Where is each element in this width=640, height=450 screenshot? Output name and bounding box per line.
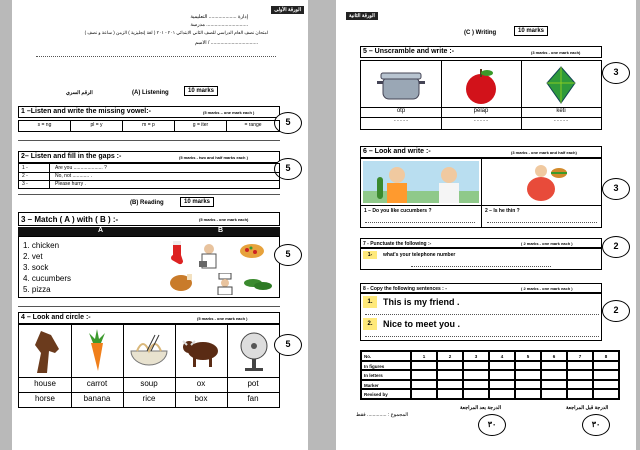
grade-cell[interactable] <box>489 389 515 399</box>
cucumbers-picture <box>243 275 273 293</box>
chicken-picture <box>167 271 195 293</box>
q7-note: ( 2 marks - one mark each ) <box>521 241 573 246</box>
page-one-label: الورقة الأولى <box>271 6 304 14</box>
grade-col-header: 1 <box>411 351 437 361</box>
grade-cell[interactable] <box>541 380 567 390</box>
ox-picture <box>181 333 221 369</box>
q1-score-circle: 5 <box>274 112 302 134</box>
q7-sentence: what's your telephone number <box>383 252 456 258</box>
grade-cell[interactable] <box>567 370 593 380</box>
grade-cell[interactable] <box>515 370 541 380</box>
grade-col-header: 7 <box>567 351 593 361</box>
q7-number: 1- <box>363 251 377 259</box>
grade-cell[interactable] <box>515 361 541 371</box>
exam-page-two <box>336 0 636 450</box>
q2-items-box <box>18 163 280 189</box>
q5-answer-blank[interactable]: - - - - - <box>474 118 488 124</box>
q3-item: 1. chicken <box>23 241 60 250</box>
grade-col-header: 8 <box>593 351 619 361</box>
q3-col-b: B <box>218 227 224 234</box>
exam-line: امتحان نصف العام الدراسي للصف الثاني الابتدائي ٢٠١ - ٢٠١ ( لغة إنجليزية ) الزمن ( ساعة و نصف ) <box>84 30 268 35</box>
q3-match-box <box>18 236 280 298</box>
q5-title-bar <box>360 46 602 58</box>
q7-title-bar <box>360 238 602 248</box>
q4-word[interactable]: horse <box>34 394 55 403</box>
secret-number: الرقم السري <box>66 90 93 96</box>
grade-cell[interactable] <box>515 380 541 390</box>
q1-item: pl = y <box>71 121 123 131</box>
divider <box>18 194 280 195</box>
reading-marks: 10 marks <box>180 197 214 207</box>
q4-word[interactable]: pot <box>247 379 259 388</box>
grade-cell[interactable] <box>411 361 437 371</box>
q5-title: 5 – Unscramble and write :- <box>363 48 455 55</box>
sock-picture <box>169 241 185 265</box>
q5-note: (3 marks - one mark each) <box>531 50 581 55</box>
grade-row-label: Revised by <box>361 389 411 399</box>
q8-sentence-2: Nice to meet you . <box>383 319 461 329</box>
grade-col-header: 2 <box>437 351 463 361</box>
grade-col-header: 3 <box>463 351 489 361</box>
grade-cell[interactable] <box>593 370 619 380</box>
q2-score-circle: 5 <box>274 158 302 180</box>
q1-item: = range <box>244 122 262 128</box>
q5-answer-blank[interactable]: - - - - - <box>394 118 408 124</box>
name-line: الاسم / .................................. <box>194 40 258 46</box>
q2-row-text: Are you ..................... ? <box>55 165 107 171</box>
q5-table <box>360 60 602 130</box>
q2-row-num: 3 - <box>22 181 28 187</box>
score-after-review: ٣٠ <box>478 414 506 436</box>
q8-note: ( 2 marks - one mark each ) <box>521 286 573 291</box>
q3-item: 5. pizza <box>23 285 51 294</box>
q3-score-circle: 5 <box>274 244 302 266</box>
chef-picture <box>215 273 235 295</box>
q3-columns-bar <box>18 227 280 236</box>
q6-question-a: 1 – Do you like cucumbers ? <box>364 208 432 214</box>
q4-title: 4 – Look and circle :- <box>21 314 91 321</box>
grade-cell[interactable] <box>593 361 619 371</box>
q6-col-line <box>481 159 482 227</box>
q7-score-circle: 2 <box>602 236 630 258</box>
grade-cell[interactable] <box>541 389 567 399</box>
admin-line: إدارة .................... التعليمية <box>190 14 248 20</box>
q4-word[interactable]: box <box>194 394 208 403</box>
q6-answer-b-line[interactable] <box>487 222 597 223</box>
q2-row-num: 2 - <box>22 173 28 179</box>
grade-cell[interactable] <box>541 361 567 371</box>
grade-col-header: 4 <box>489 351 515 361</box>
q1-title: 1 –Listen and write the missing vowel:- <box>21 108 151 115</box>
grade-cell[interactable] <box>593 389 619 399</box>
q6-title-bar <box>360 146 602 158</box>
grade-header-no: No. <box>361 351 411 361</box>
apple-picture <box>461 67 501 105</box>
q1-items-row <box>18 120 280 132</box>
q6-question-b: 2 – Is he thin ? <box>485 208 520 214</box>
listening-section-label: (A) Listening <box>132 90 169 96</box>
after-review-label: الدرجة بعد المراجعة <box>460 405 502 411</box>
grade-cell[interactable] <box>411 370 437 380</box>
grade-cell[interactable] <box>437 370 463 380</box>
exam-page-one <box>12 0 308 450</box>
grade-cell[interactable] <box>437 361 463 371</box>
grade-col-header: 5 <box>515 351 541 361</box>
q2-divider <box>49 164 50 188</box>
grade-col-header: 6 <box>541 351 567 361</box>
q3-note: (5 marks - one mark each) <box>199 217 249 222</box>
pizza-picture <box>239 243 265 259</box>
q4-word[interactable]: ox <box>196 379 206 388</box>
q8-title-bar <box>360 283 602 293</box>
q6-note: (3 marks - one mark and half each) <box>511 150 577 155</box>
grade-cell[interactable] <box>411 380 437 390</box>
q4-word[interactable]: house <box>34 379 56 388</box>
grade-cell[interactable] <box>463 361 489 371</box>
q5-scrambled-word: pelap <box>473 108 489 114</box>
q3-item: 4. cucumbers <box>23 274 72 283</box>
q2-row-text: Please hurry . <box>55 181 86 187</box>
divider <box>18 140 280 141</box>
grade-cell[interactable] <box>489 380 515 390</box>
grade-cell[interactable] <box>567 361 593 371</box>
vet-picture <box>197 243 221 271</box>
q4-title-bar <box>18 312 280 324</box>
grade-cell[interactable] <box>567 389 593 399</box>
reading-section-label: (B) Reading <box>130 200 164 206</box>
grade-grid <box>361 351 619 399</box>
q6-answer-a-line[interactable] <box>365 222 475 223</box>
school-line: مدرسة .............................. <box>190 22 248 28</box>
fan-picture <box>237 331 271 373</box>
grade-cell[interactable] <box>411 389 437 399</box>
grade-row-label: In figures <box>361 361 411 371</box>
kite-picture <box>541 65 581 105</box>
q3-col-a: A <box>98 227 104 234</box>
q2-title: 2– Listen and fill in the gaps :- <box>21 153 122 160</box>
q5-scrambled-word: otp <box>396 108 406 114</box>
fat-boy-burger-picture <box>511 163 571 203</box>
grade-cell[interactable] <box>515 389 541 399</box>
q4-word[interactable]: fan <box>247 394 259 403</box>
q8-sentence-1: This is my friend . <box>383 297 460 307</box>
q5-scrambled-word: keti <box>556 108 566 114</box>
writing-section-label: (C ) Writing <box>464 30 497 36</box>
q8-number-1: 1. <box>363 296 377 308</box>
q3-title: 3 – Match ( A ) with ( B ) :- <box>21 215 119 224</box>
grade-cell[interactable] <box>463 370 489 380</box>
noodle-soup-picture <box>129 333 169 371</box>
q1-note: (5 marks – one mark each ) <box>203 110 255 115</box>
q1-item: m = p <box>123 121 175 131</box>
q8-title: 8 - Copy the following sentences : - <box>363 286 447 292</box>
q6-table <box>360 158 602 228</box>
score-before-review: ٣٠ <box>582 414 610 436</box>
q8-answer-line-1[interactable] <box>365 314 599 315</box>
name-dots <box>36 56 276 57</box>
carrot-picture <box>85 329 109 373</box>
before-review-label: الدرجة قبل المراجعة <box>566 405 609 411</box>
grade-cell[interactable] <box>489 361 515 371</box>
q4-row-line <box>19 392 279 393</box>
grade-cell[interactable] <box>463 380 489 390</box>
q1-item: s = ng <box>19 121 71 131</box>
q4-note: (5 marks - one mark each ) <box>197 316 248 321</box>
q7-box <box>360 248 602 270</box>
horse-picture <box>29 329 63 373</box>
total-label: المجموع : .............. فقط <box>356 412 409 418</box>
q6-title: 6 – Look and write :- <box>363 148 431 155</box>
q2-title-bar <box>18 151 280 163</box>
q8-answer-line-2[interactable] <box>365 336 599 337</box>
grade-cell[interactable] <box>489 370 515 380</box>
q5-score-circle: 3 <box>602 62 630 84</box>
q3-item: 3. sock <box>23 263 49 272</box>
q2-row-text: No, not ............ . <box>55 173 92 179</box>
q3-item: 2. vet <box>23 252 43 261</box>
pot-picture <box>377 67 425 103</box>
grade-cell[interactable] <box>437 380 463 390</box>
q4-row-line <box>19 377 279 378</box>
q3-title-bar <box>18 212 280 226</box>
q4-table <box>18 324 280 408</box>
grade-cell[interactable] <box>567 380 593 390</box>
grade-table <box>360 350 620 400</box>
divider <box>18 306 280 307</box>
grade-cell[interactable] <box>437 389 463 399</box>
q8-score-circle: 2 <box>602 300 630 322</box>
grade-row-label: In letters <box>361 370 411 380</box>
q4-word[interactable]: banana <box>83 394 111 403</box>
friends-cucumbers-picture <box>363 161 479 203</box>
q4-score-circle: 5 <box>274 334 302 356</box>
q2-note: (5 marks - two and half marks each ) <box>179 155 248 160</box>
page-two-label: الورقة الثانية <box>346 12 378 20</box>
grade-cell[interactable] <box>593 380 619 390</box>
grade-row-label: Marker <box>361 380 411 390</box>
writing-marks: 10 marks <box>514 26 548 36</box>
q1-item: g = iter <box>175 121 227 131</box>
q4-word[interactable]: carrot <box>86 379 108 388</box>
q4-word[interactable]: soup <box>140 379 158 388</box>
q8-number-2: 2. <box>363 318 377 330</box>
q2-row-num: 1 - <box>22 165 28 171</box>
grade-cell[interactable] <box>541 370 567 380</box>
listening-marks: 10 marks <box>184 86 218 96</box>
q8-box <box>360 293 602 341</box>
q4-word[interactable]: rice <box>142 394 156 403</box>
q5-answer-blank[interactable]: - - - - - <box>554 118 568 124</box>
q7-title: 7 - Punctuate the following :- <box>363 241 432 247</box>
q7-answer-line[interactable] <box>411 266 551 267</box>
q6-score-circle: 3 <box>602 178 630 200</box>
grade-cell[interactable] <box>463 389 489 399</box>
q1-title-bar <box>18 106 280 118</box>
q6-row-line <box>361 205 601 206</box>
